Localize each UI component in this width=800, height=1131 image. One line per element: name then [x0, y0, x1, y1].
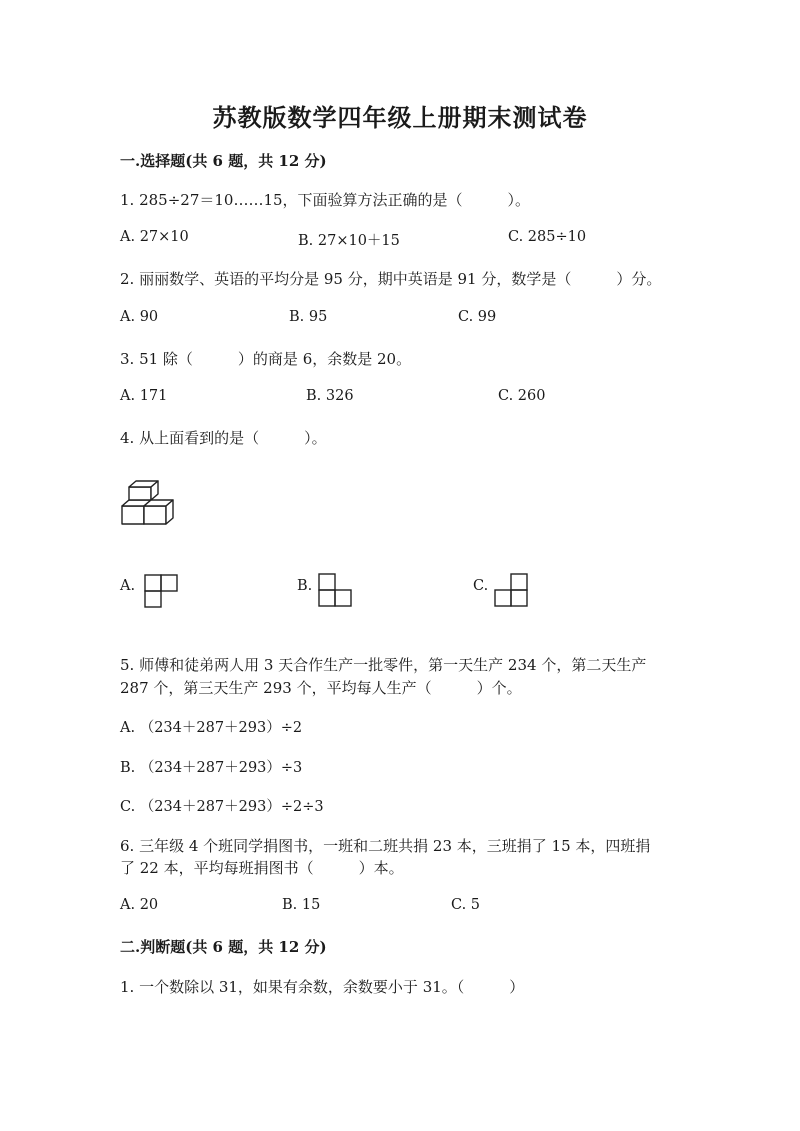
question-4-option-a[interactable]: A. — [120, 578, 136, 594]
question-5-option-c[interactable]: C. （234＋287＋293）÷2÷3 — [120, 799, 324, 815]
question-3-option-a[interactable]: A. 171 — [120, 388, 168, 404]
question-4-option-b[interactable]: B. — [297, 578, 313, 594]
question-2-option-c[interactable]: C. 99 — [458, 309, 497, 325]
question-5-option-a[interactable]: A. （234＋287＋293）÷2 — [120, 720, 303, 736]
question-2-option-b[interactable]: B. 95 — [289, 309, 328, 325]
section-heading-true-false: 二.判断题(共 6 题，共 12 分) — [120, 938, 327, 956]
question-1-stem: 1. 285÷27＝10……15，下面验算方法正确的是（ ）。 — [120, 191, 531, 209]
option-c-top-view-icon — [494, 573, 528, 607]
option-b-top-view-icon — [318, 573, 352, 607]
question-3-option-b[interactable]: B. 326 — [306, 388, 354, 404]
question-5-stem-line-1: 5. 师傅和徒弟两人用 3 天合作生产一批零件，第一天生产 234 个，第二天生产 — [120, 656, 647, 674]
section-heading-choice: 一.选择题(共 6 题，共 12 分) — [120, 152, 327, 170]
cube-stack-figure — [120, 478, 182, 528]
question-2-stem: 2. 丽丽数学、英语的平均分是 95 分，期中英语是 91 分，数学是（ ）分。 — [120, 270, 662, 288]
question-1-option-a[interactable]: A. 27×10 — [120, 229, 189, 245]
question-3-option-c[interactable]: C. 260 — [498, 388, 546, 404]
question-6-option-c[interactable]: C. 5 — [451, 897, 481, 913]
question-1-option-c[interactable]: C. 285÷10 — [508, 229, 587, 245]
question-5-stem-line-2: 287 个，第三天生产 293 个，平均每人生产（ ）个。 — [120, 679, 522, 697]
question-6-option-b[interactable]: B. 15 — [282, 897, 321, 913]
question-6-stem-line-2: 了 22 本，平均每班捐图书（ ）本。 — [120, 859, 404, 877]
question-2-option-a[interactable]: A. 90 — [120, 309, 159, 325]
page-title: 苏教版数学四年级上册期末测试卷 — [212, 103, 588, 132]
judgment-1-stem: 1. 一个数除以 31，如果有余数，余数要小于 31。（ ） — [120, 978, 525, 996]
question-6-option-a[interactable]: A. 20 — [120, 897, 159, 913]
question-6-stem-line-1: 6. 三年级 4 个班同学捐图书，一班和二班共捐 23 本，三班捐了 15 本，四班捐 — [120, 837, 651, 855]
question-5-option-b[interactable]: B. （234＋287＋293）÷3 — [120, 760, 303, 776]
option-a-top-view-icon — [144, 574, 178, 608]
question-4-option-c[interactable]: C. — [473, 578, 489, 594]
question-4-stem: 4. 从上面看到的是（ ）。 — [120, 429, 327, 447]
question-3-stem: 3. 51 除（ ）的商是 6，余数是 20。 — [120, 350, 412, 368]
question-1-option-b[interactable]: B. 27×10＋15 — [298, 233, 400, 249]
